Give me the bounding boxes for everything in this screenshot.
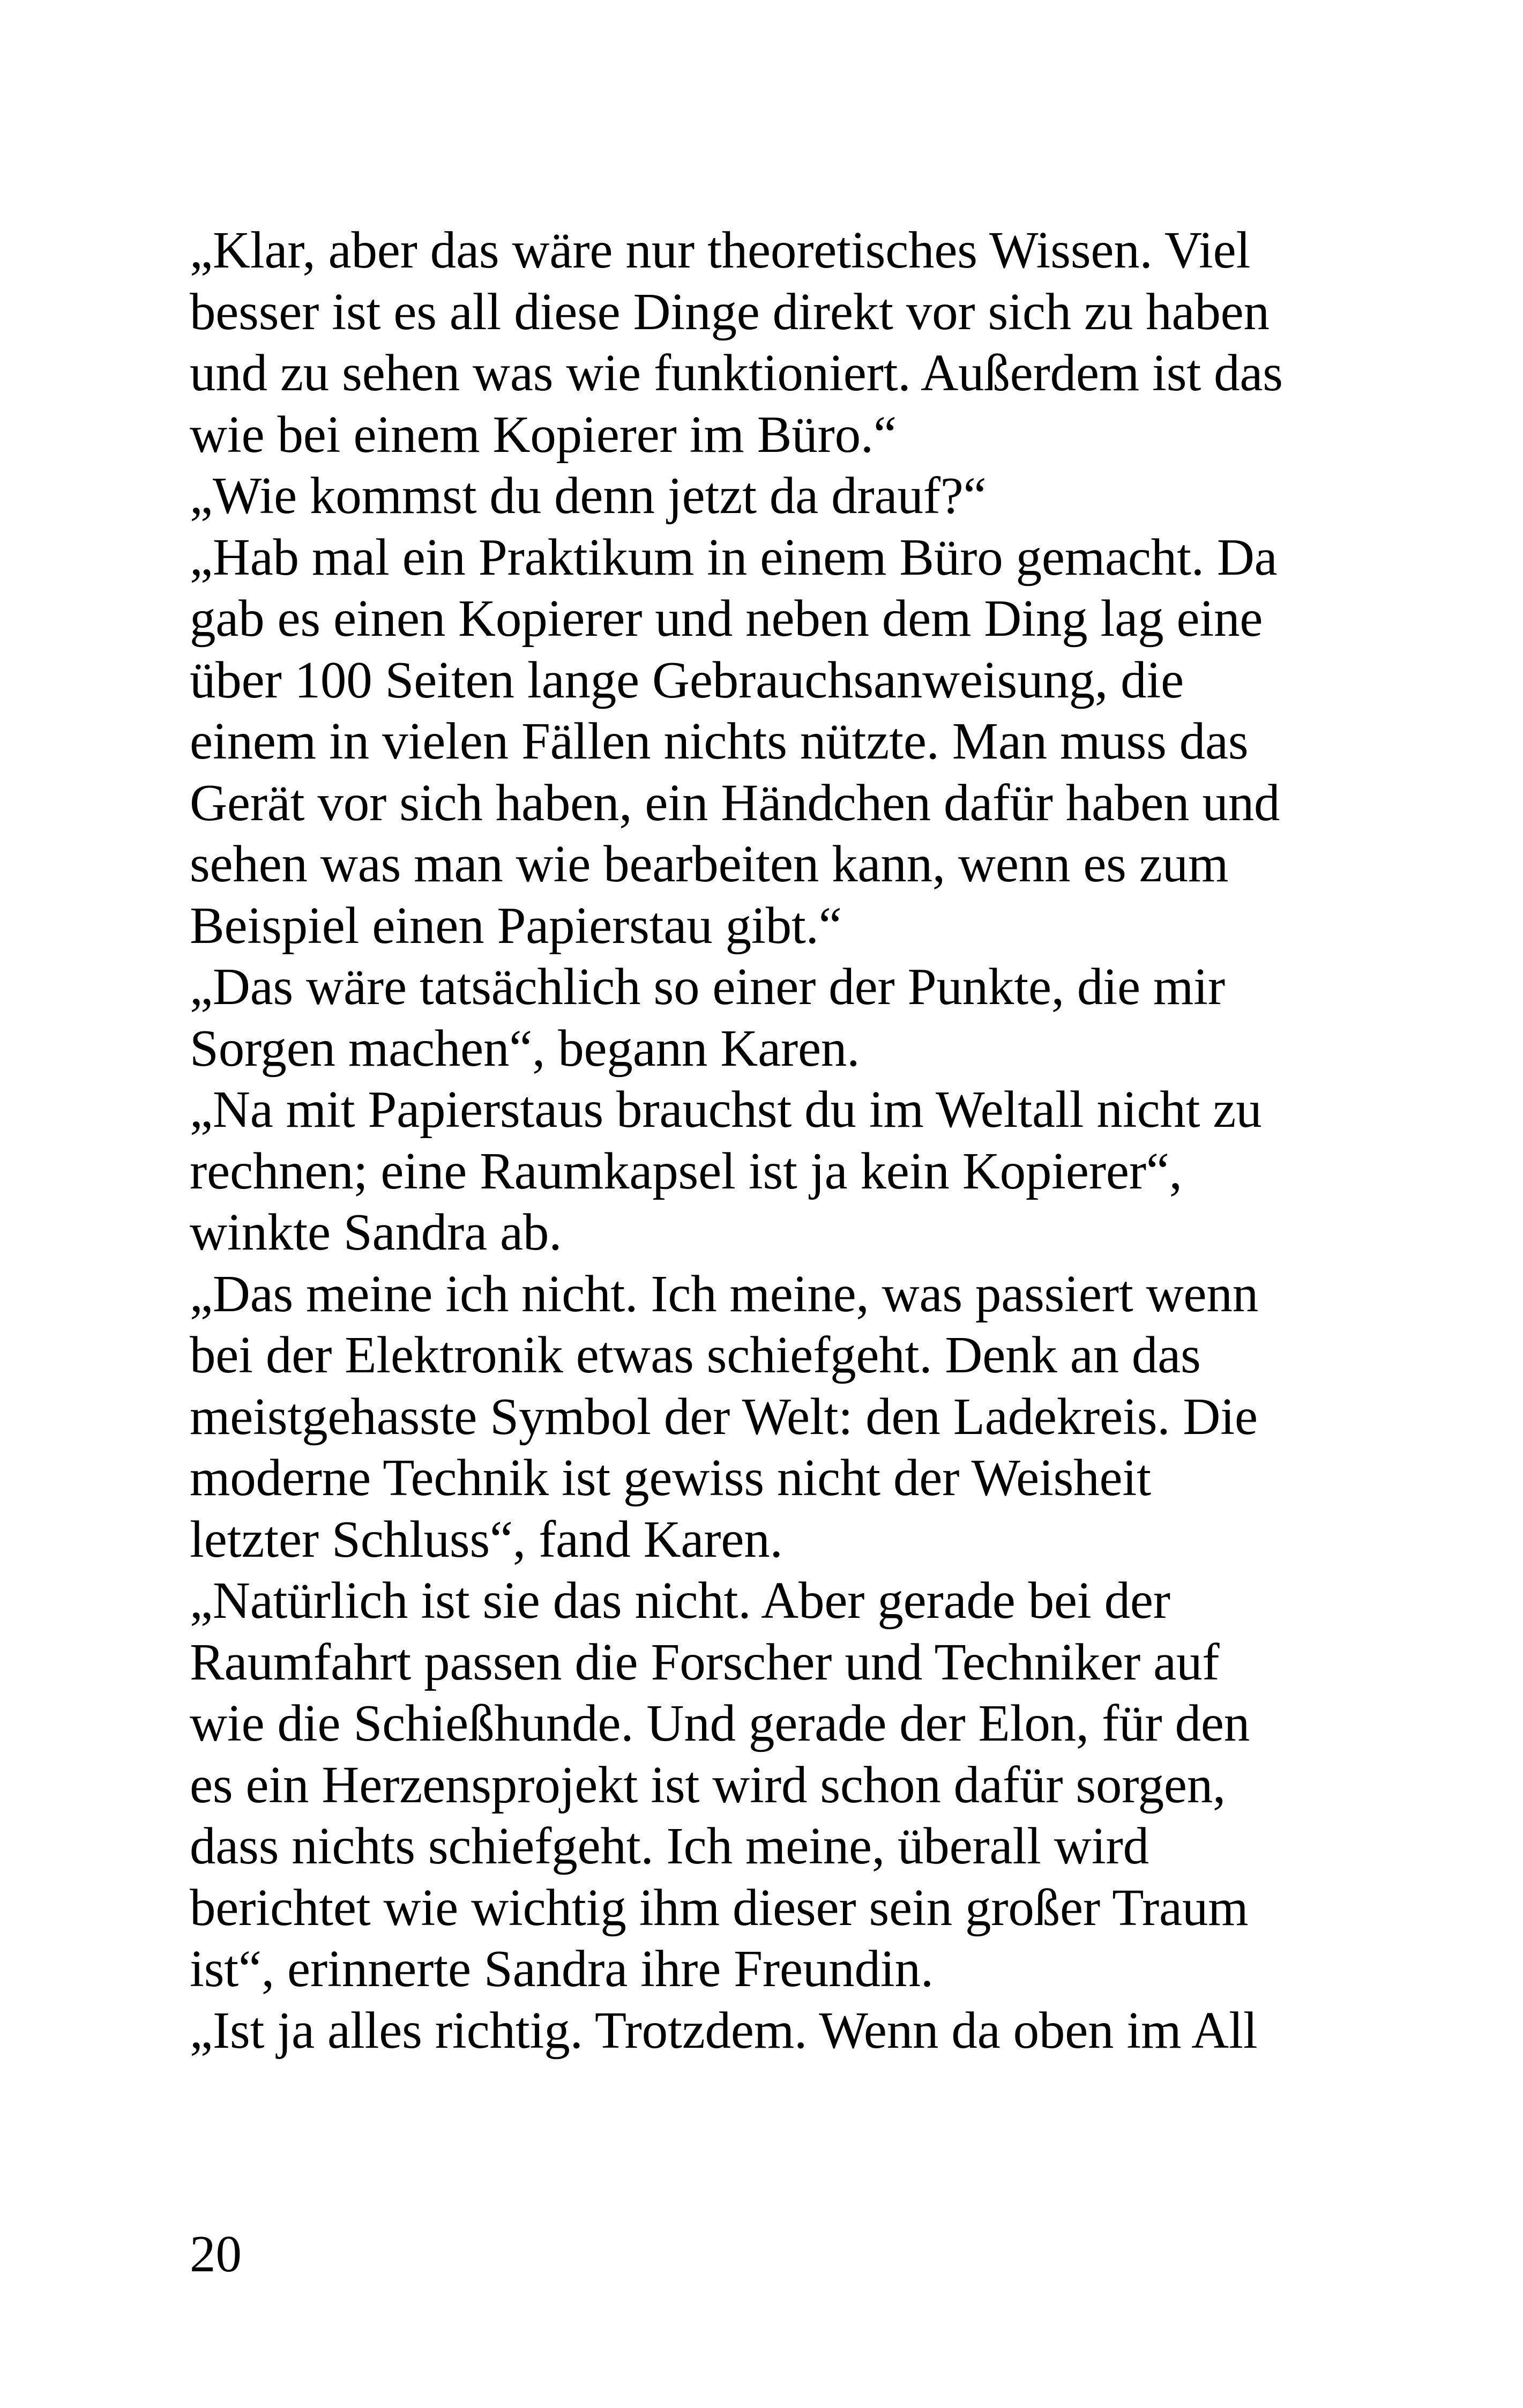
body-text bbox=[190, 220, 1369, 2061]
text-line: es ein Herzensprojekt ist wird schon dafür sorgen, bbox=[190, 1756, 1226, 1814]
text-line: einem in vielen Fällen nichts nützte. Man muss das bbox=[190, 712, 1249, 770]
text-line: besser ist es all diese Dinge direkt vor sich zu haben bbox=[190, 283, 1270, 340]
text-line: letzter Schluss“, fand Karen. bbox=[190, 1510, 783, 1568]
text-line: wie die Schießhunde. Und gerade der Elon, für den bbox=[190, 1694, 1250, 1752]
text-line: „Natürlich ist sie das nicht. Aber gerade bei der bbox=[190, 1572, 1170, 1629]
text-line: rechnen; eine Raumkapsel ist ja kein Kopierer“, bbox=[190, 1142, 1182, 1200]
text-line: Beispiel einen Papierstau gibt.“ bbox=[190, 896, 842, 954]
text-line: „Das wäre tatsächlich so einer der Punkte, die mir bbox=[190, 958, 1225, 1015]
text-line: „Hab mal ein Praktikum in einem Büro gemacht. Da bbox=[190, 528, 1278, 586]
text-line: ist“, erinnerte Sandra ihre Freundin. bbox=[190, 1940, 934, 1997]
text-line: wie bei einem Kopierer im Büro.“ bbox=[190, 405, 897, 463]
text-line: Sorgen machen“, begann Karen. bbox=[190, 1019, 860, 1077]
text-line: sehen was man wie bearbeiten kann, wenn es zum bbox=[190, 835, 1229, 893]
text-line: meistgehasste Symbol der Welt: den Ladekreis. Die bbox=[190, 1387, 1258, 1445]
text-line: gab es einen Kopierer und neben dem Ding lag eine bbox=[190, 590, 1263, 647]
text-line: „Klar, aber das wäre nur theoretisches Wissen. Viel bbox=[190, 221, 1251, 279]
text-line: Raumfahrt passen die Forscher und Techniker auf bbox=[190, 1633, 1220, 1691]
page-number: 20 bbox=[190, 2225, 242, 2283]
text-line: „Wie kommst du denn jetzt da drauf?“ bbox=[190, 467, 987, 524]
text-line: „Das meine ich nicht. Ich meine, was passiert wenn bbox=[190, 1265, 1258, 1322]
text-line: und zu sehen was wie funktioniert. Außerdem ist das bbox=[190, 344, 1283, 402]
text-line: winkte Sandra ab. bbox=[190, 1203, 562, 1261]
text-line: berichtet wie wichtig ihm dieser sein großer Traum bbox=[190, 1878, 1249, 1936]
text-line: „Ist ja alles richtig. Trotzdem. Wenn da oben im All bbox=[190, 2001, 1258, 2059]
text-line: moderne Technik ist gewiss nicht der Weisheit bbox=[190, 1449, 1151, 1506]
text-line: „Na mit Papierstaus brauchst du im Weltall nicht zu bbox=[190, 1081, 1262, 1138]
text-line: bei der Elektronik etwas schiefgeht. Denk an das bbox=[190, 1326, 1201, 1384]
text-line: dass nichts schiefgeht. Ich meine, überall wird bbox=[190, 1817, 1149, 1875]
text-line: Gerät vor sich haben, ein Händchen dafür haben und bbox=[190, 774, 1280, 831]
text-line: über 100 Seiten lange Gebrauchsanweisung, die bbox=[190, 651, 1184, 709]
